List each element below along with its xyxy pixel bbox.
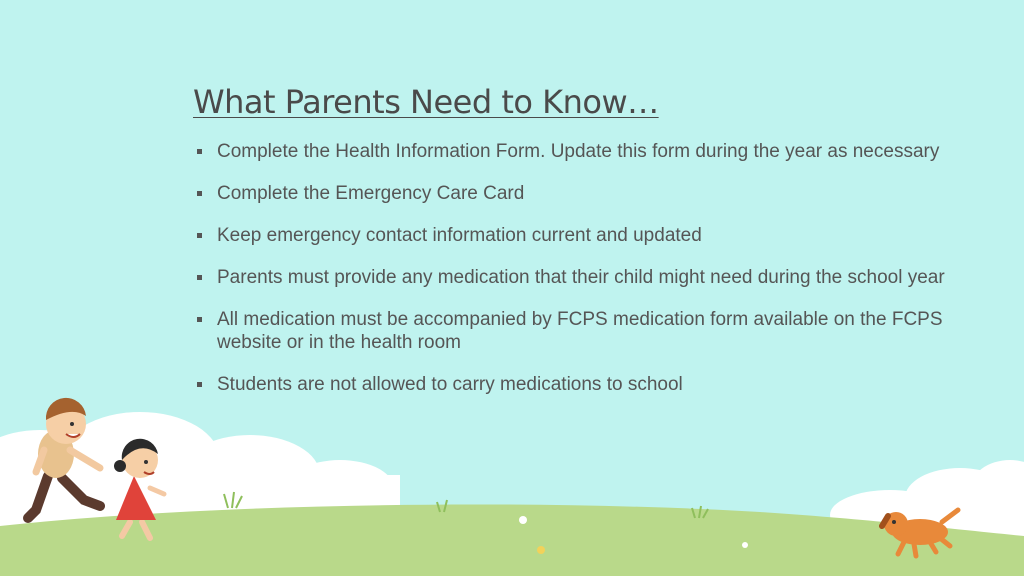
bullet-text: Parents must provide any medication that their child might need during the school year <box>217 267 945 288</box>
bullet-icon <box>197 317 202 322</box>
bullet-item <box>197 224 957 247</box>
bullet-item <box>197 140 957 163</box>
landscape-illustration <box>0 380 1024 576</box>
bullet-text: Keep emergency contact information current and updated <box>217 225 702 246</box>
bullet-list <box>197 140 957 415</box>
slide-title: What Parents Need to Know… <box>193 83 659 121</box>
bullet-item <box>197 308 957 354</box>
bullet-icon <box>197 191 202 196</box>
bullet-item <box>197 266 957 289</box>
bullet-text: Students are not allowed to carry medications to school <box>217 374 683 395</box>
bullet-text: All medication must be accompanied by FCPS medication form available on the FCPS website or in the health room <box>217 309 943 353</box>
bullet-icon <box>197 149 202 154</box>
bullet-item <box>197 182 957 205</box>
bullet-text: Complete the Health Information Form. Update this form during the year as necessary <box>217 141 940 162</box>
bullet-text: Complete the Emergency Care Card <box>217 183 525 204</box>
bullet-icon <box>197 275 202 280</box>
bullet-icon <box>197 233 202 238</box>
